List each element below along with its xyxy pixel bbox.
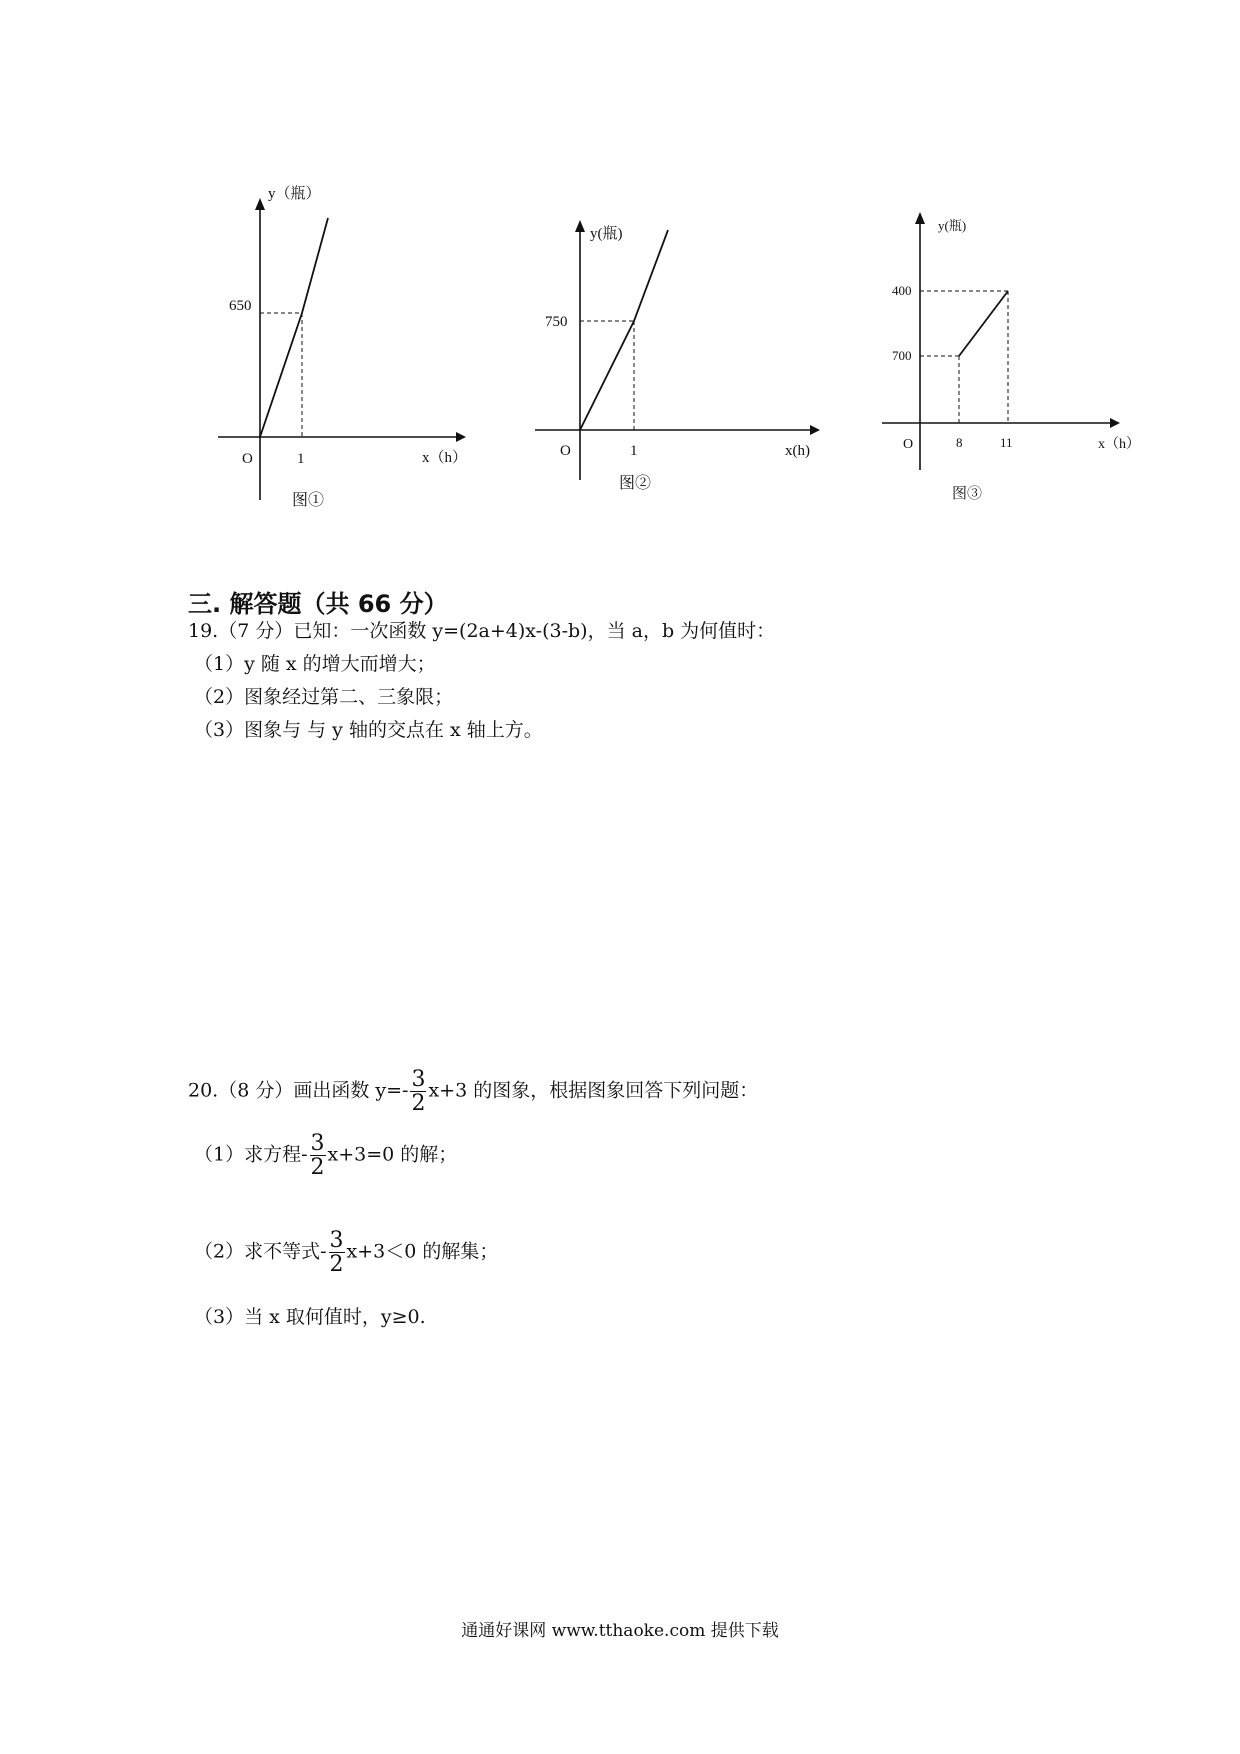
x-axis-label: x(h) [785, 443, 810, 459]
origin-label: O [560, 443, 571, 459]
fraction [410, 1068, 426, 1115]
q20-stem-after: x+3 的图象，根据图象回答下列问题： [428, 1079, 759, 1102]
q20-item1-before: （1）求方程- [194, 1143, 308, 1166]
fraction-denominator: 2 [411, 1091, 426, 1117]
fraction-denominator: 2 [310, 1155, 325, 1181]
q19-item-2: （2）图象经过第二、三象限； [194, 686, 454, 708]
q19-stem: 19.（7 分）已知：一次函数 y=(2a+4)x-(3-b)，当 a，b 为何值时： [188, 620, 776, 642]
section-title: 三. 解答题（共 66 分） [188, 590, 448, 618]
x-axis-label: x（h） [422, 450, 468, 466]
series-line [260, 218, 328, 437]
x-tick-label: 1 [630, 443, 638, 459]
figure-caption: 图① [291, 492, 325, 509]
origin-label: O [242, 451, 253, 467]
footer-source: 通通好课网 www.tthaoke.com 提供下载 [461, 1621, 779, 1641]
y-axis-arrow [255, 198, 265, 210]
q19-item-1: （1）y 随 x 的增大而增大； [194, 653, 436, 675]
q20-item1-after: x+3=0 的解； [327, 1143, 458, 1166]
x-axis-arrow [456, 432, 466, 442]
fraction-numerator: 3 [411, 1067, 426, 1092]
y-tick-label: 400 [892, 283, 912, 298]
q19-item-3: （3）图象与 与 y 轴的交点在 x 轴上方。 [194, 719, 543, 741]
y-axis-label: y（瓶） [268, 186, 321, 202]
figure-1-chart [200, 170, 480, 520]
figure-caption: 图② [618, 475, 652, 492]
x-axis-arrow [1110, 418, 1120, 428]
y-tick-label: 650 [229, 298, 252, 314]
x-axis-label: x（h） [1098, 437, 1140, 452]
y-axis-arrow [915, 212, 925, 224]
figure-caption: 图③ [951, 486, 983, 502]
figure-2-chart [520, 215, 830, 505]
fraction-denominator: 2 [329, 1252, 344, 1278]
x-axis-arrow [810, 425, 820, 435]
origin-label: O [903, 437, 914, 452]
q20-item-2 [194, 1229, 498, 1276]
series-line [959, 291, 1008, 356]
q20-item2-before: （2）求不等式- [194, 1240, 327, 1263]
fraction [310, 1132, 326, 1179]
y-axis-label: y(瓶) [938, 218, 967, 233]
fraction-numerator: 3 [310, 1131, 325, 1156]
q20-stem [188, 1068, 758, 1115]
y-axis-label: y(瓶) [590, 226, 623, 242]
series-line [580, 230, 668, 430]
x-tick-label: 11 [1000, 435, 1013, 450]
q20-item2-after: x+3＜0 的解集； [346, 1240, 499, 1263]
q20-item-1 [194, 1132, 457, 1179]
y-tick-label: 750 [545, 314, 568, 330]
y-tick-label: 700 [892, 348, 912, 363]
y-axis-arrow [575, 220, 585, 232]
fraction-numerator: 3 [329, 1228, 344, 1253]
x-tick-label: 8 [956, 435, 963, 450]
q20-stem-before: 20.（8 分）画出函数 y=- [188, 1079, 409, 1102]
fraction [329, 1229, 345, 1276]
q20-item-3: （3）当 x 取何值时，y≥0. [194, 1306, 426, 1328]
figure-3-chart [870, 210, 1140, 510]
x-tick-label: 1 [297, 451, 305, 467]
